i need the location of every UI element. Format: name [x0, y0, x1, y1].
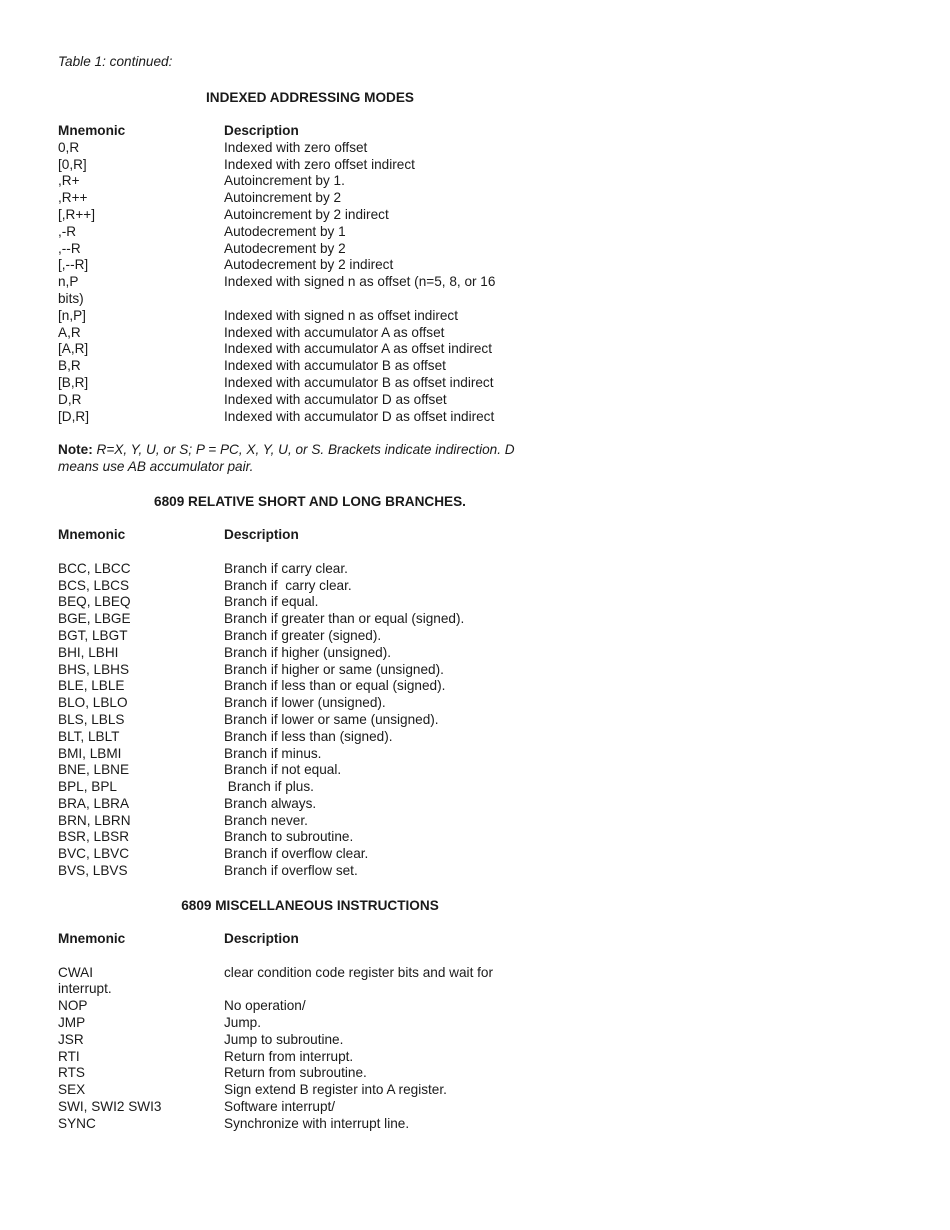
description-cell: Indexed with zero offset — [224, 139, 368, 155]
mnemonic-column-header: Mnemonic — [58, 123, 126, 138]
mnemonic-column-header: Mnemonic — [58, 930, 126, 946]
table-row — [58, 1015, 618, 1032]
misc-table-body — [58, 965, 618, 1133]
table-row — [58, 998, 618, 1015]
mnemonic-cell: NOP — [58, 998, 88, 1014]
description-column-header: Description — [224, 526, 299, 542]
description-cell: Branch if overflow clear. — [224, 846, 369, 862]
misc-section-title: 6809 MISCELLANEOUS INSTRUCTIONS — [181, 897, 439, 913]
description-cell: Branch always. — [224, 795, 317, 811]
mnemonic-cell: BLO, LBLO — [58, 695, 128, 711]
table-row — [58, 594, 618, 611]
mnemonic-cell: BLE, LBLE — [58, 678, 125, 694]
description-cell: Branch if higher or same (unsigned). — [224, 661, 444, 677]
mnemonic-cell: CWAI — [58, 964, 93, 980]
table-row — [58, 173, 618, 190]
mnemonic-cell: [,R++] — [58, 206, 96, 222]
description-cell: Branch if not equal. — [224, 762, 342, 778]
table-row — [58, 678, 618, 695]
table-row — [58, 325, 618, 342]
table-row — [58, 224, 618, 241]
description-cell: Autoincrement by 2 indirect — [224, 206, 389, 222]
table-row — [58, 695, 618, 712]
mnemonic-cell: n,P — [58, 274, 79, 290]
mnemonic-cell: [B,R] — [58, 374, 89, 390]
table-row — [58, 392, 618, 409]
description-column-header: Description — [224, 123, 299, 138]
description-cell: Branch if greater (signed). — [224, 627, 382, 643]
description-cell: Indexed with accumulator A as offset — [224, 324, 445, 340]
mnemonic-cell: 0,R — [58, 139, 80, 155]
table-row — [58, 1065, 618, 1082]
mnemonic-cell: BSR, LBSR — [58, 829, 130, 845]
note-label: Note: — [58, 442, 93, 458]
table-row — [58, 140, 618, 157]
description-cell: Branch if plus. — [224, 779, 314, 795]
table-row — [58, 729, 618, 746]
description-cell: No operation/ — [224, 998, 306, 1014]
description-cell: Branch if less than (signed). — [224, 728, 393, 744]
table-row — [58, 965, 618, 982]
description-cell: Indexed with accumulator A as offset indirect — [224, 341, 492, 357]
indexed-table-header — [58, 123, 618, 140]
wrapped-text-continuation: interrupt. — [58, 981, 112, 997]
table-row — [58, 241, 618, 258]
table-row — [58, 358, 618, 375]
table-row — [58, 274, 618, 291]
table-row — [58, 207, 618, 224]
description-cell: Branch never. — [224, 812, 308, 828]
branches-section-title: 6809 RELATIVE SHORT AND LONG BRANCHES. — [154, 493, 466, 509]
description-cell: Jump to subroutine. — [224, 1031, 344, 1047]
mnemonic-cell: [,--R] — [58, 257, 89, 273]
branches-table-body — [58, 561, 618, 880]
table-row — [58, 257, 618, 274]
table-row — [58, 628, 618, 645]
table-row — [58, 829, 618, 846]
description-cell: Branch if carry clear. — [224, 577, 352, 593]
table-row — [58, 1082, 618, 1099]
mnemonic-cell: BHI, LBHI — [58, 644, 119, 660]
description-cell: Branch if higher (unsigned). — [224, 644, 391, 660]
description-cell: Branch if lower (unsigned). — [224, 695, 386, 711]
description-cell: Branch if minus. — [224, 745, 322, 761]
table-row — [58, 1116, 618, 1133]
description-cell: Branch if less than or equal (signed). — [224, 678, 446, 694]
note-paragraph — [58, 442, 538, 476]
indexed-section-title: INDEXED ADDRESSING MODES — [206, 90, 414, 105]
description-cell: Indexed with signed n as offset (n=5, 8, or 16 — [224, 274, 496, 290]
table-row — [58, 846, 618, 863]
mnemonic-cell: BCS, LBCS — [58, 577, 130, 593]
description-cell: Branch if lower or same (unsigned). — [224, 711, 439, 727]
mnemonic-column-header: Mnemonic — [58, 526, 126, 542]
mnemonic-cell: BGT, LBGT — [58, 627, 128, 643]
table-row — [58, 341, 618, 358]
branches-table-header — [58, 527, 618, 544]
description-cell: Autoincrement by 2 — [224, 190, 342, 206]
mnemonic-cell: BGE, LBGE — [58, 611, 131, 627]
description-cell: Autodecrement by 2 — [224, 240, 346, 256]
description-cell: Synchronize with interrupt line. — [224, 1115, 410, 1131]
description-cell: Indexed with accumulator D as offset indirect — [224, 408, 495, 424]
mnemonic-cell: JSR — [58, 1031, 84, 1047]
table-row — [58, 1049, 618, 1066]
description-cell: Branch if greater than or equal (signed). — [224, 611, 465, 627]
description-cell: Return from subroutine. — [224, 1065, 367, 1081]
mnemonic-cell: [0,R] — [58, 156, 87, 172]
mnemonic-cell: BRA, LBRA — [58, 795, 130, 811]
document-page — [58, 52, 618, 1133]
description-cell: Indexed with accumulator B as offset — [224, 358, 446, 374]
mnemonic-cell: BPL, BPL — [58, 779, 117, 795]
description-cell: Branch if carry clear. — [224, 560, 348, 576]
indexed-table-body — [58, 140, 618, 426]
description-cell: Indexed with accumulator D as offset — [224, 391, 447, 407]
mnemonic-cell: BLT, LBLT — [58, 728, 120, 744]
table-row — [58, 645, 618, 662]
mnemonic-cell: A,R — [58, 324, 81, 340]
description-cell: Branch if equal. — [224, 594, 319, 610]
description-cell: Branch if overflow set. — [224, 863, 358, 879]
table-row — [58, 308, 618, 325]
table-row — [58, 712, 618, 729]
mnemonic-cell: B,R — [58, 358, 81, 374]
table-row — [58, 611, 618, 628]
table-row — [58, 561, 618, 578]
mnemonic-cell: [A,R] — [58, 341, 89, 357]
table-row — [58, 1032, 618, 1049]
mnemonic-cell: BEQ, LBEQ — [58, 594, 131, 610]
mnemonic-cell: BCC, LBCC — [58, 560, 131, 576]
description-cell: Return from interrupt. — [224, 1048, 354, 1064]
table-row — [58, 796, 618, 813]
mnemonic-cell: ,--R — [58, 240, 81, 256]
mnemonic-cell: JMP — [58, 1015, 86, 1031]
table-row — [58, 157, 618, 174]
description-cell: clear condition code register bits and wait for — [224, 964, 493, 980]
description-cell: Indexed with zero offset indirect — [224, 156, 415, 172]
mnemonic-cell: BNE, LBNE — [58, 762, 130, 778]
misc-table-header — [58, 931, 618, 948]
table-row — [58, 863, 618, 880]
wrapped-text-continuation: bits) — [58, 290, 84, 306]
table-row — [58, 409, 618, 426]
description-cell: Indexed with accumulator B as offset indirect — [224, 374, 494, 390]
description-column-header: Description — [224, 930, 299, 946]
mnemonic-cell: ,R+ — [58, 173, 80, 189]
mnemonic-cell: D,R — [58, 391, 82, 407]
description-cell: Autodecrement by 2 indirect — [224, 257, 394, 273]
mnemonic-cell: BVS, LBVS — [58, 863, 128, 879]
mnemonic-cell: SYNC — [58, 1115, 96, 1131]
description-cell: Sign extend B register into A register. — [224, 1082, 447, 1098]
mnemonic-cell: BHS, LBHS — [58, 661, 130, 677]
mnemonic-cell: BMI, LBMI — [58, 745, 122, 761]
table-row — [58, 762, 618, 779]
mnemonic-cell: RTI — [58, 1048, 80, 1064]
mnemonic-cell: ,-R — [58, 223, 77, 239]
description-cell: Software interrupt/ — [224, 1099, 336, 1115]
mnemonic-cell: BVC, LBVC — [58, 846, 130, 862]
table-caption: Table 1: continued: — [58, 54, 173, 69]
description-cell: Branch to subroutine. — [224, 829, 354, 845]
description-cell: Jump. — [224, 1015, 262, 1031]
mnemonic-cell: BRN, LBRN — [58, 812, 131, 828]
mnemonic-cell: SEX — [58, 1082, 86, 1098]
table-row — [58, 578, 618, 595]
table-row — [58, 1099, 618, 1116]
mnemonic-cell: SWI, SWI2 SWI3 — [58, 1099, 162, 1115]
table-row — [58, 813, 618, 830]
table-row — [58, 779, 618, 796]
mnemonic-cell: [D,R] — [58, 408, 89, 424]
mnemonic-cell: [n,P] — [58, 307, 86, 323]
description-cell: Autodecrement by 1 — [224, 223, 346, 239]
table-row — [58, 375, 618, 392]
note-text: R=X, Y, U, or S; P = PC, X, Y, U, or S. Brackets indicate indirection. D means use AB accumulator pair. — [58, 442, 515, 475]
table-row — [58, 190, 618, 207]
description-cell: Autoincrement by 1. — [224, 173, 345, 189]
description-cell: Indexed with signed n as offset indirect — [224, 307, 459, 323]
table-row — [58, 662, 618, 679]
table-row — [58, 746, 618, 763]
mnemonic-cell: RTS — [58, 1065, 85, 1081]
mnemonic-cell: BLS, LBLS — [58, 711, 125, 727]
mnemonic-cell: ,R++ — [58, 190, 88, 206]
